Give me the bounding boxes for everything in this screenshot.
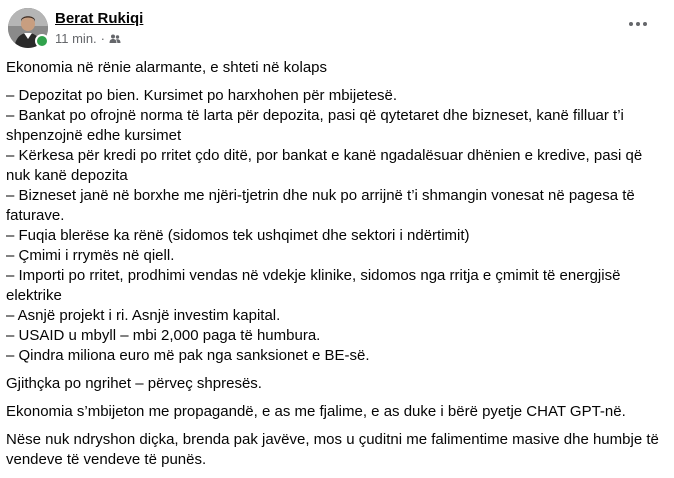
- post-list: [6, 86, 666, 366]
- list-item: – Çmimi i rrymës në qiell.: [6, 247, 175, 264]
- post-body: [6, 58, 666, 478]
- list-item: – USAID u mbyll – mbi 2,000 paga të humbura.: [6, 327, 321, 344]
- post-header: [8, 6, 658, 50]
- list-item: – Kërkesa për kredi po rritet çdo ditë, por bankat e kanë ngadalësuar dhënien e kredive, pasi që nuk kanë depozita: [6, 147, 643, 184]
- meta-separator: ·: [100, 31, 106, 46]
- post-paragraph: Ekonomia s’mbijeton me propagandë, e as me fjalime, e as duke i bërë pyetje CHAT GPT-në.: [6, 403, 626, 420]
- author-avatar[interactable]: [8, 8, 48, 48]
- more-dot: [643, 22, 647, 26]
- more-options-button[interactable]: [624, 14, 652, 34]
- post-timestamp[interactable]: 11 min.: [55, 31, 97, 46]
- online-status-dot: [35, 34, 49, 48]
- list-item: – Importi po rritet, prodhimi vendas në vdekje klinike, sidomos nga rritja e çmimit të energjisë elektrike: [6, 267, 621, 304]
- list-item: – Asnjë projekt i ri. Asnjë investim kapital.: [6, 307, 281, 324]
- list-item: – Bizneset janë në borxhe me njëri-tjetrin dhe nuk po arrijnë t’i shmangin vonesat në pagesa të faturave.: [6, 187, 635, 224]
- friends-icon[interactable]: [109, 33, 121, 45]
- post-meta: [55, 31, 121, 46]
- list-item: – Qindra miliona euro më pak nga sanksionet e BE-së.: [6, 347, 370, 364]
- list-item: – Bankat po ofrojnë norma të larta për depozita, pasi që qytetaret dhe bizneset, kanë filluar t’i shpenzojnë edhe kursimet: [6, 107, 624, 144]
- post-headline: Ekonomia në rënie alarmante, e shteti në kolaps: [6, 59, 328, 76]
- more-dot: [636, 22, 640, 26]
- post-paragraph: Nëse nuk ndryshon diçka, brenda pak javëve, mos u çuditni me falimentime masive dhe humbje të vendeve të vendeve të punës.: [6, 431, 659, 468]
- post-paragraph: Gjithçka po ngrihet – përveç shpresës.: [6, 375, 262, 392]
- list-item: – Depozitat po bien. Kursimet po harxhohen për mbijetesë.: [6, 87, 398, 104]
- author-name-link[interactable]: Berat Rukiqi: [55, 10, 144, 27]
- more-horizontal-icon: [629, 22, 633, 26]
- list-item: – Fuqia blerëse ka rënë (sidomos tek ushqimet dhe sektori i ndërtimit): [6, 227, 470, 244]
